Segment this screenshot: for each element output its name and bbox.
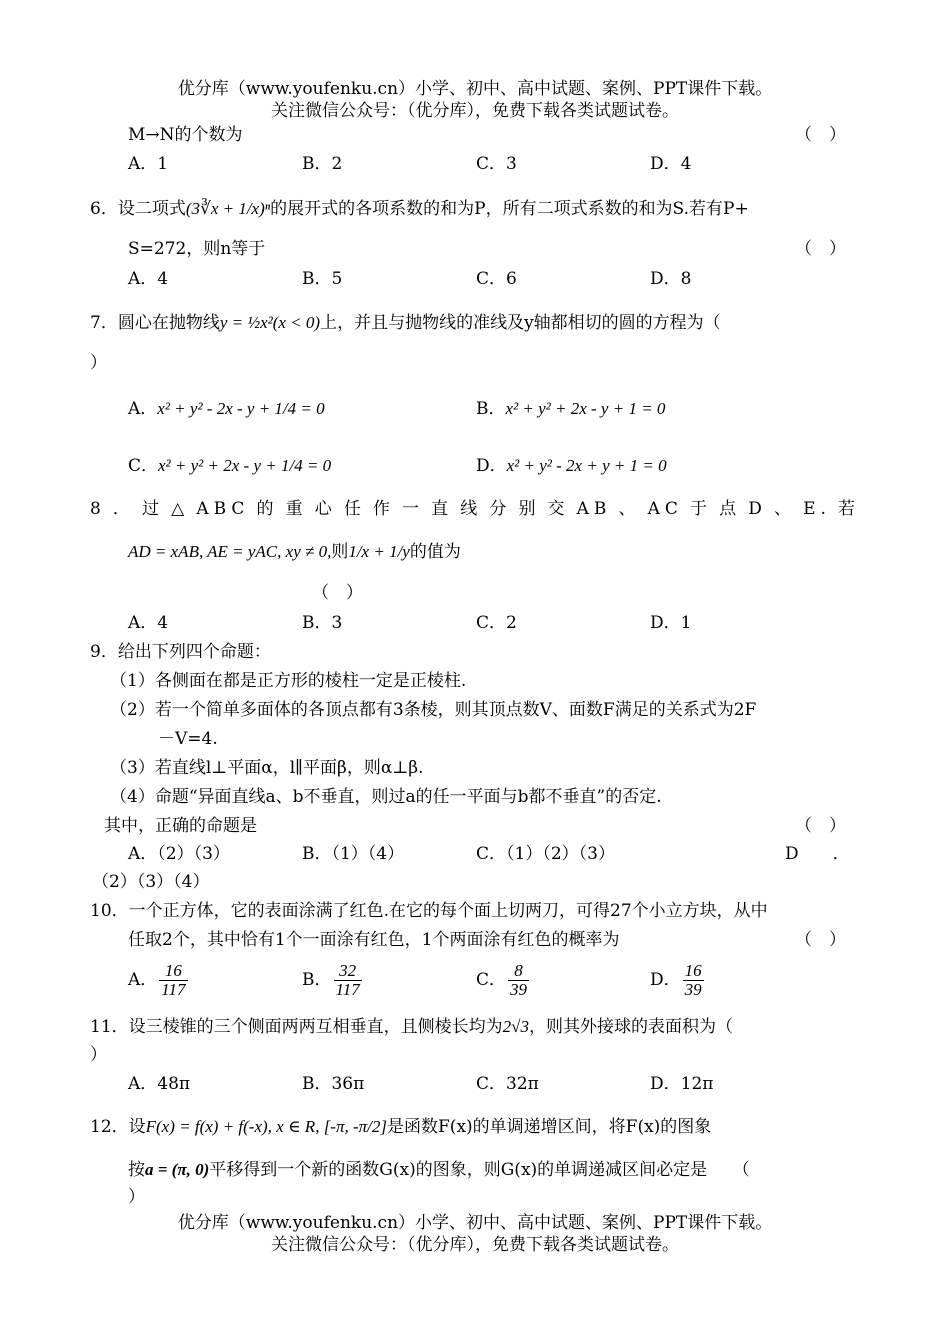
q7-post: 上，并且与抛物线的准线及y轴都相切的圆的方程为（ [320,313,721,333]
header-line-2: 关注微信公众号：（优分库），免费下载各类试题试卷。 [271,101,679,121]
q11-option-b: B．36π [302,1074,365,1094]
q6-pre: 设二项式 [117,199,186,219]
q6-post: 的展开式的各项系数的和为P，所有二项式系数的和为S.若有P+ [270,199,749,219]
q8-option-d: D．1 [650,613,692,633]
q9-proposition-1: （1）各侧面在都是正方形的棱柱一定是正棱柱. [110,671,467,691]
q8-condition-line [128,541,461,563]
q7-option-d-label: D． [476,456,507,476]
q7-option-c-expr: x² + y² + 2x - y + 1/4 = 0 [158,456,332,475]
q9-option-d-cont: （2）（3）（4） [92,872,210,892]
q7-option-c-label: C． [128,456,159,476]
q9-option-c: C．（1）（2）（3） [476,844,615,864]
q10-option-b-num: 32 [339,961,357,980]
q10-option-d-num: 16 [684,961,702,980]
q10-option-a-den: 117 [161,980,186,999]
q7-option-b [476,398,665,420]
q9-option-a: A．（2）（3） [128,844,230,864]
q10-option-d [650,962,706,999]
q11-pre: 设三棱锥的三个侧面两两互相垂直，且侧棱长均为 [128,1017,503,1037]
footer-line-1: 优分库（www.youfenku.cn）小学、初中、高中试题、案例、PPT课件下载。 [177,1213,773,1233]
q12-number: 12． [90,1117,129,1137]
q8-option-c: C．2 [476,613,517,633]
q12-expression: F(x) = f(x) + f(-x), x ∈ R, [-π, -π/2] [145,1117,388,1136]
q10-option-c-num: 8 [514,961,523,980]
q10-line-2: 任取2个，其中恰有1个一面涂有红色，1个两面涂有红色的概率为 [128,930,620,950]
q7-number: 7． [90,313,118,333]
q9-ask: 其中，正确的命题是 [104,816,257,836]
q9-proposition-2: （2）若一个简单多面体的各顶点都有3条棱，则其顶点数V、面数F满足的关系式为2F [110,700,757,720]
q12-vector: a = (π, 0) [145,1160,210,1179]
q5-option-a: A．1 [128,154,169,174]
q12-line-2-pre: 按 [128,1160,145,1180]
q8-line-1: 过△ABC的重心任作一直线分别交AB、AC于点D、E.若 [142,499,860,519]
q10-option-b-label: B． [302,970,332,990]
q8-post: 则 [331,542,349,562]
q7-option-b-expr: x² + y² + 2x - y + 1 = 0 [505,399,666,418]
q9-proposition-2-cont: －V=4. [158,729,218,749]
q12-line-3: ） [128,1187,145,1207]
q11-option-d: D．12π [650,1074,714,1094]
q10-answer-blank: （ ） [795,930,846,950]
q8-tail: 的值为 [409,542,461,562]
q8-number: 8． [90,499,143,519]
footer-line-2: 关注微信公众号：（优分库），免费下载各类试题试卷。 [271,1235,679,1255]
q7-pre: 圆心在抛物线 [117,313,220,333]
q7-stem-line-2: ） [90,353,107,373]
q6-expression: (3∛x + 1/x)ⁿ [185,199,271,218]
q12-line-2-post: 平移得到一个新的函数G(x)的图象，则G(x)的单调递减区间必定是 （ [209,1160,750,1180]
q11-stem-line-2: ） [90,1045,107,1065]
q8-answer-blank: （ ） [312,583,363,603]
q10-option-c [476,962,531,999]
q10-option-c-label: C． [476,970,507,990]
q10-option-a-label: A． [128,970,158,990]
q7-option-a-label: A． [128,399,158,419]
q5-option-d: D．4 [650,154,692,174]
q7-option-a [128,398,325,420]
q9-option-b: B．（1）（4） [302,844,405,864]
q12-pre: 设 [128,1117,146,1137]
q5-answer-blank: （ ） [795,125,846,145]
q7-option-a-expr: x² + y² - 2x - y + 1/4 = 0 [157,399,325,418]
q11-post: ，则其外接球的表面积为（ [528,1017,733,1037]
q9-option-d: D ． [785,844,850,864]
q7-option-b-label: B． [476,399,506,419]
q7-option-c [128,455,331,477]
q10-stem [90,900,768,922]
q12-line-2 [128,1159,750,1181]
q10-line-1: 一个正方体，它的表面涂满了红色.在它的每个面上切两刀，可得27个小立方块，从中 [128,901,768,921]
q10-option-c-den: 39 [510,980,528,999]
q10-option-b-fraction [334,962,362,999]
q7-option-d [476,455,667,477]
q6-option-d: D．8 [650,269,692,289]
q9-stem [90,641,271,663]
q9-number: 9． [90,642,118,662]
q10-option-a-fraction [159,962,187,999]
q9-proposition-4: （4）命题“异面直线a、b不垂直，则过a的任一平面与b都不垂直”的否定. [110,787,662,807]
q12-post: 是函数F(x)的单调递增区间，将F(x)的图象 [387,1117,712,1137]
q10-option-d-label: D． [650,970,681,990]
q8-option-a: A．4 [128,613,169,633]
q9-proposition-3: （3）若直线l⊥平面α，l∥平面β，则α⊥β. [110,758,424,778]
q5-option-b: B．2 [302,154,343,174]
q6-option-b: B．5 [302,269,343,289]
q10-number: 10． [90,901,129,921]
q6-stem-line-2: S=272，则n等于 [128,239,266,259]
q7-option-d-expr: x² + y² - 2x + y + 1 = 0 [506,456,667,475]
q10-option-c-fraction [508,962,529,999]
q10-option-b [302,962,364,999]
q11-option-a: A．48π [128,1074,191,1094]
q12-stem [90,1116,711,1138]
q11-expression: 2√3 [502,1017,529,1036]
q9-stem-text: 给出下列四个命题： [117,642,271,662]
q5-option-c: C．3 [476,154,517,174]
q10-option-d-fraction [683,962,704,999]
q10-option-d-den: 39 [684,980,702,999]
q11-number: 11． [90,1017,129,1037]
q8-stem [90,498,860,520]
q6-answer-blank: （ ） [795,239,846,259]
q11-option-c: C．32π [476,1074,539,1094]
q6-option-c: C．6 [476,269,517,289]
q10-option-a-num: 16 [164,961,182,980]
q7-stem [90,312,721,334]
q8-expression: 1/x + 1/y [348,542,410,561]
q9-answer-blank: （ ） [795,816,846,836]
q10-option-b-den: 117 [335,980,360,999]
header-line-1: 优分库（www.youfenku.cn）小学、初中、高中试题、案例、PPT课件下载。 [177,79,773,99]
q10-option-a [128,962,190,999]
q7-expression: y = ½x²(x < 0) [219,313,321,332]
q6-number: 6． [90,199,118,219]
q6-stem [90,198,749,220]
q8-option-b: B．3 [302,613,343,633]
q8-condition: AD = xAB, AE = yAC, xy ≠ 0, [128,542,332,561]
q11-stem [90,1016,733,1038]
q5-stem-tail: M→N的个数为 [128,125,243,145]
q6-option-a: A．4 [128,269,169,289]
